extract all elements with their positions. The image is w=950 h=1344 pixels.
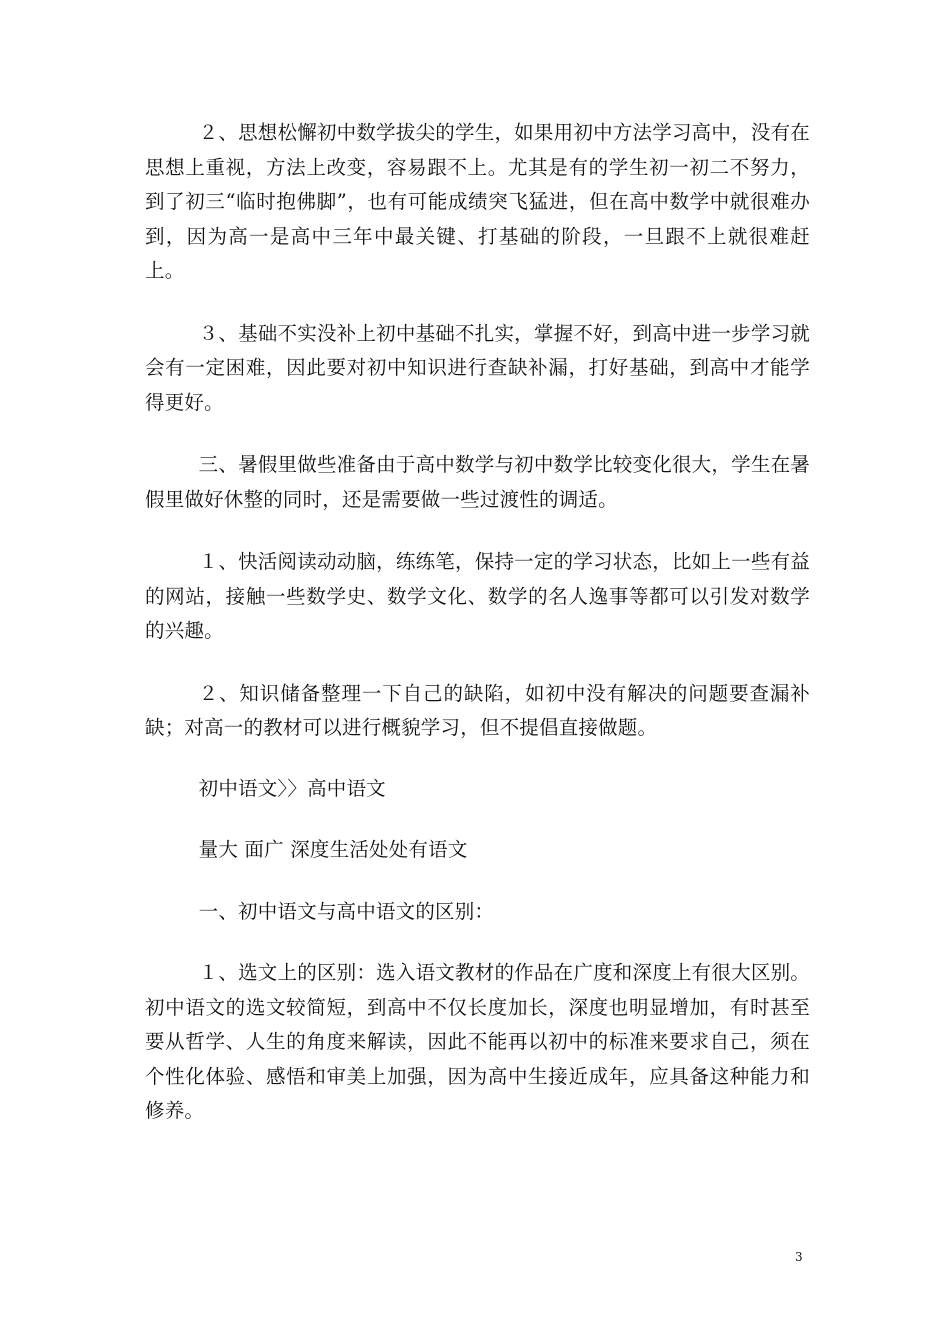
paragraph-math-complacency: ２、思想松懈初中数学拔尖的学生，如果用初中方法学习高中，没有在思想上重视，方法上改变，容易跟不上。尤其是有的学生初一初二不努力，到了初三“临时抱佛脚”，也有可能成绩突飞猛进，但在高中数学中就很难办到，因为高一是高中三年中最关键、打基础的阶段，一旦跟不上就很难赶上。 — [145, 121, 810, 282]
page-number: 3 — [795, 1250, 803, 1264]
paragraph-differences-heading: 一、初中语文与高中语文的区别： — [198, 899, 495, 923]
paragraph-reading-thinking: １、快活阅读动动脑，练练笔，保持一定的学习状态，比如上一些有益的网站，接触一些数学史、数学文化、数学的名人逸事等都可以引发对数学的兴趣。 — [145, 550, 810, 642]
section-subheading: 量大 面广 深度生活处处有语文 — [198, 838, 468, 861]
paragraph-text-selection: １、选文上的区别：选入语文教材的作品在广度和深度上有很大区别。初中语文的选文较简短，到高中不仅长度加长，深度也明显增加，有时甚至要从哲学、人生的角度来解读，因此不能再以初中的标准来要求自己，须在个性化体验、感悟和审美上加强，因为高中生接近成年，应具备这种能力和修养。 — [145, 961, 810, 1122]
paragraph-knowledge-reserve: ２、知识储备整理一下自己的缺陷，如初中没有解决的问题要查漏补缺；对高一的教材可以进行概貌学习，但不提倡直接做题。 — [145, 681, 810, 739]
document-body — [145, 116, 810, 1129]
section-heading-chinese: 初中语文〉〉高中语文 — [198, 776, 386, 800]
paragraph-summer-preparation: 三、暑假里做些准备由于高中数学与初中数学比较变化很大，学生在暑假里做好休整的同时，还是需要做一些过渡性的调适。 — [145, 453, 810, 511]
paragraph-math-foundation: ３、基础不实没补上初中基础不扎实，掌握不好，到高中进一步学习就会有一定困难，因此要对初中知识进行查缺补漏，打好基础，到高中才能学得更好。 — [145, 321, 810, 414]
